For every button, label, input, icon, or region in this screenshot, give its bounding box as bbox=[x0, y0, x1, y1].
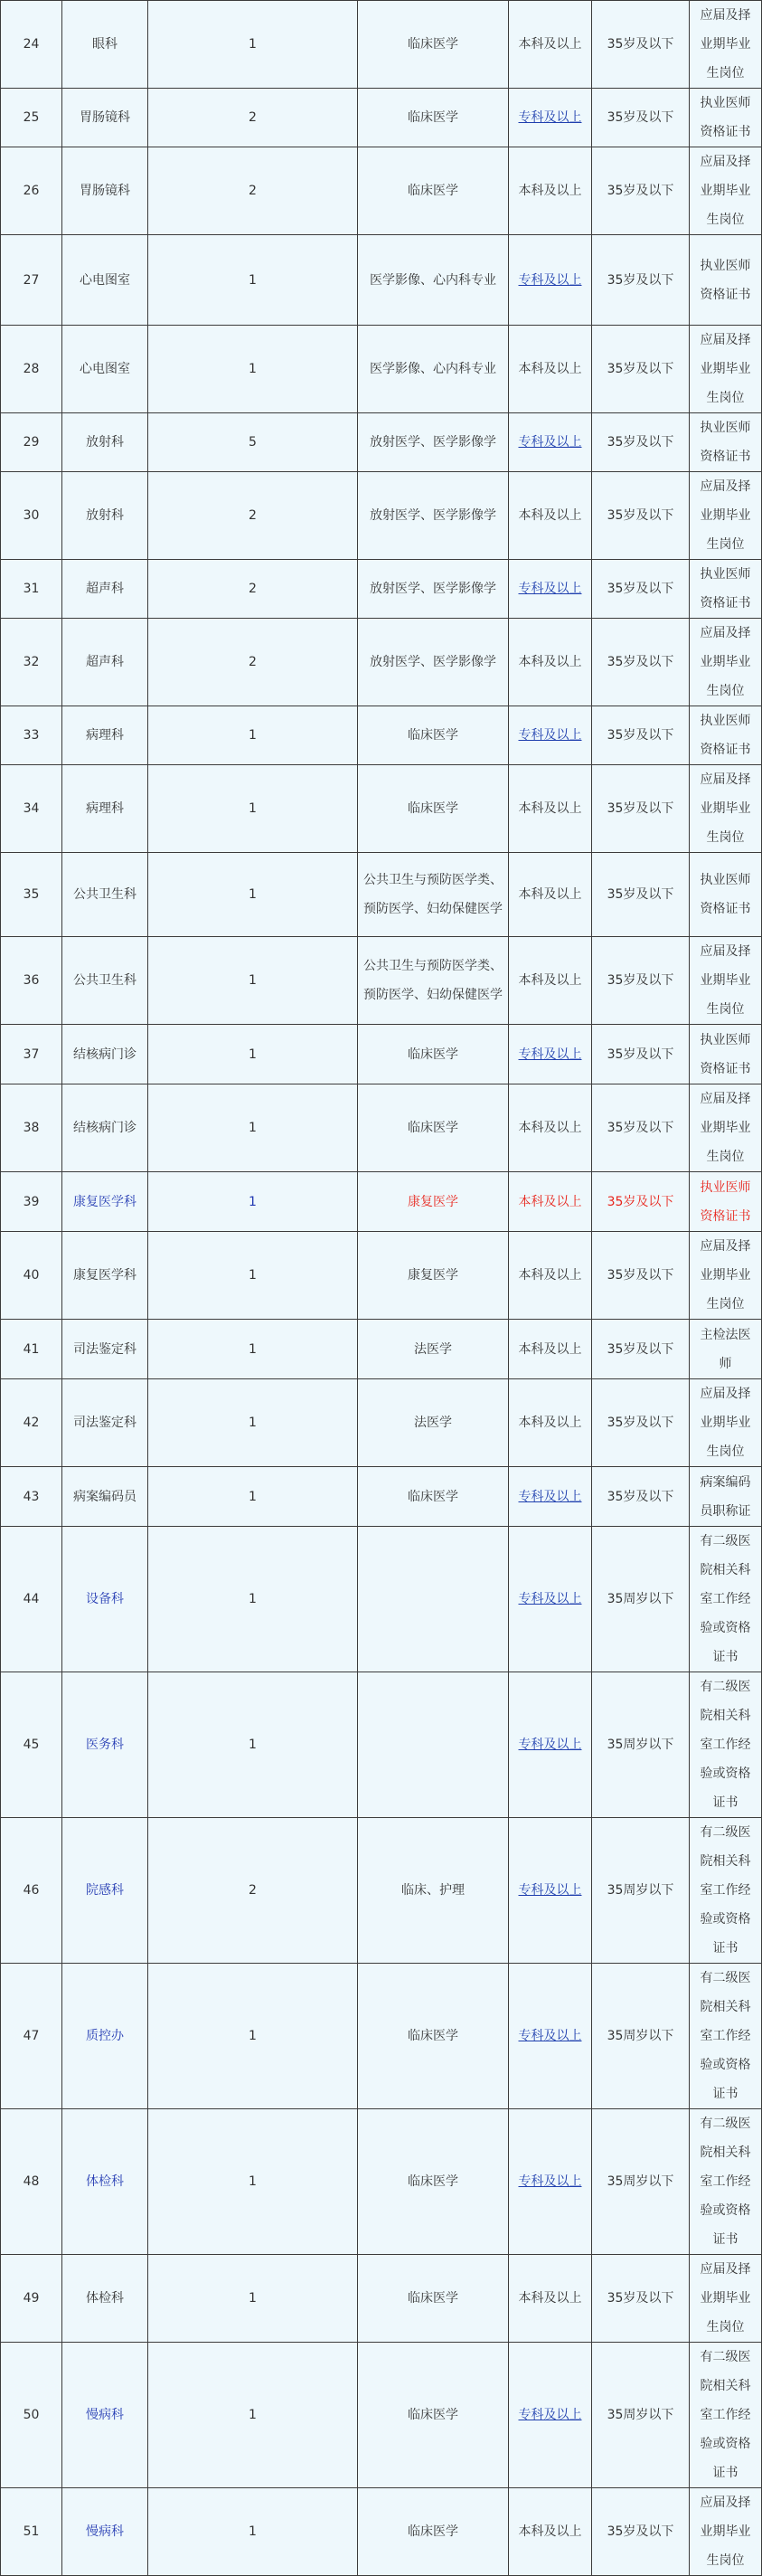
headcount-cell: 1 bbox=[148, 1232, 358, 1320]
age-limit-cell: 35岁及以下 bbox=[592, 619, 690, 706]
major-cell: 放射医学、医学影像学 bbox=[358, 413, 509, 472]
education-cell: 本科及以上 bbox=[509, 937, 592, 1025]
department-cell: 心电图室 bbox=[62, 326, 148, 413]
department-cell: 病案编码员 bbox=[62, 1467, 148, 1527]
row-number-cell: 46 bbox=[1, 1818, 62, 1964]
requirement-cell: 应届及择业期毕业生岗位 bbox=[690, 765, 762, 853]
education-cell: 本科及以上 bbox=[509, 2488, 592, 2576]
age-limit-cell: 35岁及以下 bbox=[592, 326, 690, 413]
major-cell: 放射医学、医学影像学 bbox=[358, 472, 509, 560]
row-number-cell: 51 bbox=[1, 2488, 62, 2576]
headcount-cell: 1 bbox=[148, 1379, 358, 1467]
row-number-cell: 30 bbox=[1, 472, 62, 560]
education-link[interactable]: 专科及以上 bbox=[518, 1738, 582, 1752]
row-number-cell: 37 bbox=[1, 1025, 62, 1084]
row-number-cell: 45 bbox=[1, 1672, 62, 1818]
major-cell: 公共卫生与预防医学类、预防医学、妇幼保健医学 bbox=[358, 853, 509, 937]
education-cell bbox=[509, 1672, 592, 1818]
education-link[interactable]: 专科及以上 bbox=[518, 2029, 582, 2043]
requirement-cell: 应届及择业期毕业生岗位 bbox=[690, 937, 762, 1025]
education-cell bbox=[509, 1527, 592, 1672]
headcount-cell: 1 bbox=[148, 326, 358, 413]
headcount-cell: 1 bbox=[148, 2488, 358, 2576]
department-cell: 质控办 bbox=[62, 1964, 148, 2109]
major-cell bbox=[358, 1672, 509, 1818]
requirement-cell: 应届及择业期毕业生岗位 bbox=[690, 472, 762, 560]
table-row bbox=[1, 765, 762, 853]
row-number-cell: 29 bbox=[1, 413, 62, 472]
row-number-cell: 49 bbox=[1, 2255, 62, 2343]
age-limit-cell: 35岁及以下 bbox=[592, 1232, 690, 1320]
education-cell: 本科及以上 bbox=[509, 1084, 592, 1172]
education-cell: 本科及以上 bbox=[509, 619, 592, 706]
department-cell: 司法鉴定科 bbox=[62, 1320, 148, 1379]
row-number-cell: 43 bbox=[1, 1467, 62, 1527]
age-limit-cell: 35周岁以下 bbox=[592, 1527, 690, 1672]
age-limit-cell: 35岁及以下 bbox=[592, 89, 690, 147]
row-number-cell: 38 bbox=[1, 1084, 62, 1172]
headcount-cell: 1 bbox=[148, 1320, 358, 1379]
requirement-cell: 执业医师资格证书 bbox=[690, 1172, 762, 1232]
education-link[interactable]: 专科及以上 bbox=[518, 728, 582, 743]
age-limit-cell: 35岁及以下 bbox=[592, 2488, 690, 2576]
row-number-cell: 27 bbox=[1, 235, 62, 326]
education-cell bbox=[509, 1025, 592, 1084]
major-cell: 临床医学 bbox=[358, 2255, 509, 2343]
row-number-cell: 50 bbox=[1, 2343, 62, 2488]
headcount-cell: 2 bbox=[148, 89, 358, 147]
table-row bbox=[1, 2343, 762, 2488]
table-row bbox=[1, 1, 762, 89]
department-cell: 胃肠镜科 bbox=[62, 89, 148, 147]
headcount-cell: 2 bbox=[148, 1818, 358, 1964]
department-cell: 体检科 bbox=[62, 2109, 148, 2255]
major-cell: 临床医学 bbox=[358, 147, 509, 235]
row-number-cell: 44 bbox=[1, 1527, 62, 1672]
major-cell: 临床医学 bbox=[358, 89, 509, 147]
major-cell: 临床医学 bbox=[358, 2109, 509, 2255]
education-cell bbox=[509, 235, 592, 326]
department-cell: 康复医学科 bbox=[62, 1232, 148, 1320]
major-cell: 临床医学 bbox=[358, 1084, 509, 1172]
age-limit-cell: 35岁及以下 bbox=[592, 1467, 690, 1527]
row-number-cell: 32 bbox=[1, 619, 62, 706]
row-number-cell: 34 bbox=[1, 765, 62, 853]
department-cell: 公共卫生科 bbox=[62, 853, 148, 937]
requirement-cell: 执业医师资格证书 bbox=[690, 853, 762, 937]
requirement-cell: 应届及择业期毕业生岗位 bbox=[690, 147, 762, 235]
education-cell: 本科及以上 bbox=[509, 147, 592, 235]
headcount-cell: 2 bbox=[148, 472, 358, 560]
department-cell: 医务科 bbox=[62, 1672, 148, 1818]
department-cell: 病理科 bbox=[62, 706, 148, 765]
requirement-cell: 有二级医院相关科室工作经验或资格证书 bbox=[690, 1818, 762, 1964]
education-cell: 本科及以上 bbox=[509, 1172, 592, 1232]
row-number-cell: 31 bbox=[1, 560, 62, 619]
requirement-cell: 执业医师资格证书 bbox=[690, 413, 762, 472]
education-cell bbox=[509, 89, 592, 147]
headcount-cell: 1 bbox=[148, 235, 358, 326]
table-row bbox=[1, 937, 762, 1025]
age-limit-cell: 35周岁以下 bbox=[592, 2343, 690, 2488]
table-row bbox=[1, 1818, 762, 1964]
table-row bbox=[1, 1527, 762, 1672]
table-row bbox=[1, 1379, 762, 1467]
department-cell: 慢病科 bbox=[62, 2343, 148, 2488]
education-link[interactable]: 专科及以上 bbox=[518, 1592, 582, 1606]
education-cell bbox=[509, 1467, 592, 1527]
table-row bbox=[1, 2255, 762, 2343]
row-number-cell: 26 bbox=[1, 147, 62, 235]
age-limit-cell: 35岁及以下 bbox=[592, 1172, 690, 1232]
headcount-cell: 1 bbox=[148, 1467, 358, 1527]
major-cell: 放射医学、医学影像学 bbox=[358, 619, 509, 706]
row-number-cell: 41 bbox=[1, 1320, 62, 1379]
headcount-cell: 1 bbox=[148, 2343, 358, 2488]
education-link[interactable]: 专科及以上 bbox=[518, 1883, 582, 1898]
headcount-cell: 2 bbox=[148, 147, 358, 235]
age-limit-cell: 35岁及以下 bbox=[592, 706, 690, 765]
education-cell: 本科及以上 bbox=[509, 472, 592, 560]
education-cell bbox=[509, 1964, 592, 2109]
table-row bbox=[1, 147, 762, 235]
department-cell: 放射科 bbox=[62, 413, 148, 472]
age-limit-cell: 35周岁以下 bbox=[592, 2109, 690, 2255]
age-limit-cell: 35岁及以下 bbox=[592, 235, 690, 326]
row-number-cell: 36 bbox=[1, 937, 62, 1025]
major-cell: 医学影像、心内科专业 bbox=[358, 235, 509, 326]
department-cell: 康复医学科 bbox=[62, 1172, 148, 1232]
education-link[interactable]: 专科及以上 bbox=[518, 1489, 582, 1504]
table-body bbox=[1, 1, 762, 2576]
education-cell: 本科及以上 bbox=[509, 1320, 592, 1379]
requirement-cell: 有二级医院相关科室工作经验或资格证书 bbox=[690, 1964, 762, 2109]
major-cell: 公共卫生与预防医学类、预防医学、妇幼保健医学 bbox=[358, 937, 509, 1025]
table-row bbox=[1, 235, 762, 326]
department-cell: 结核病门诊 bbox=[62, 1084, 148, 1172]
requirement-cell: 应届及择业期毕业生岗位 bbox=[690, 2255, 762, 2343]
requirement-cell: 主检法医师 bbox=[690, 1320, 762, 1379]
education-cell: 本科及以上 bbox=[509, 765, 592, 853]
requirement-cell: 执业医师资格证书 bbox=[690, 560, 762, 619]
table-row bbox=[1, 413, 762, 472]
education-link[interactable]: 专科及以上 bbox=[518, 2408, 582, 2422]
age-limit-cell: 35岁及以下 bbox=[592, 1084, 690, 1172]
education-cell: 本科及以上 bbox=[509, 2255, 592, 2343]
major-cell: 康复医学 bbox=[358, 1172, 509, 1232]
major-cell: 临床医学 bbox=[358, 2488, 509, 2576]
requirement-cell: 应届及择业期毕业生岗位 bbox=[690, 1084, 762, 1172]
department-cell: 眼科 bbox=[62, 1, 148, 89]
department-cell: 司法鉴定科 bbox=[62, 1379, 148, 1467]
education-cell bbox=[509, 413, 592, 472]
row-number-cell: 47 bbox=[1, 1964, 62, 2109]
headcount-cell: 2 bbox=[148, 560, 358, 619]
major-cell: 临床医学 bbox=[358, 1025, 509, 1084]
department-cell: 病理科 bbox=[62, 765, 148, 853]
row-number-cell: 35 bbox=[1, 853, 62, 937]
headcount-cell: 1 bbox=[148, 1527, 358, 1672]
age-limit-cell: 35岁及以下 bbox=[592, 413, 690, 472]
major-cell: 临床医学 bbox=[358, 2343, 509, 2488]
requirement-cell: 执业医师资格证书 bbox=[690, 89, 762, 147]
department-cell: 超声科 bbox=[62, 619, 148, 706]
table-row bbox=[1, 1025, 762, 1084]
requirement-cell: 有二级医院相关科室工作经验或资格证书 bbox=[690, 1527, 762, 1672]
table-row bbox=[1, 1964, 762, 2109]
requirement-cell: 应届及择业期毕业生岗位 bbox=[690, 619, 762, 706]
department-cell: 胃肠镜科 bbox=[62, 147, 148, 235]
education-cell bbox=[509, 706, 592, 765]
education-cell: 本科及以上 bbox=[509, 326, 592, 413]
headcount-cell: 1 bbox=[148, 1172, 358, 1232]
row-number-cell: 42 bbox=[1, 1379, 62, 1467]
table-row bbox=[1, 1467, 762, 1527]
requirement-cell: 执业医师资格证书 bbox=[690, 235, 762, 326]
table-row bbox=[1, 1672, 762, 1818]
department-cell: 结核病门诊 bbox=[62, 1025, 148, 1084]
table-row bbox=[1, 2109, 762, 2255]
row-number-cell: 48 bbox=[1, 2109, 62, 2255]
age-limit-cell: 35周岁以下 bbox=[592, 1818, 690, 1964]
education-cell bbox=[509, 560, 592, 619]
education-cell: 本科及以上 bbox=[509, 853, 592, 937]
major-cell: 临床医学 bbox=[358, 1964, 509, 2109]
age-limit-cell: 35岁及以下 bbox=[592, 1, 690, 89]
table-row bbox=[1, 89, 762, 147]
education-link[interactable]: 专科及以上 bbox=[518, 2174, 582, 2189]
age-limit-cell: 35岁及以下 bbox=[592, 1025, 690, 1084]
age-limit-cell: 35岁及以下 bbox=[592, 2255, 690, 2343]
headcount-cell: 2 bbox=[148, 619, 358, 706]
requirement-cell: 应届及择业期毕业生岗位 bbox=[690, 2488, 762, 2576]
education-cell: 本科及以上 bbox=[509, 1232, 592, 1320]
requirement-cell: 应届及择业期毕业生岗位 bbox=[690, 1, 762, 89]
headcount-cell: 1 bbox=[148, 853, 358, 937]
major-cell bbox=[358, 1527, 509, 1672]
education-link[interactable]: 专科及以上 bbox=[518, 272, 582, 288]
age-limit-cell: 35岁及以下 bbox=[592, 560, 690, 619]
major-cell: 临床、护理 bbox=[358, 1818, 509, 1964]
age-limit-cell: 35岁及以下 bbox=[592, 937, 690, 1025]
requirement-cell: 有二级医院相关科室工作经验或资格证书 bbox=[690, 2343, 762, 2488]
headcount-cell: 1 bbox=[148, 765, 358, 853]
headcount-cell: 1 bbox=[148, 1, 358, 89]
row-number-cell: 25 bbox=[1, 89, 62, 147]
table-row bbox=[1, 326, 762, 413]
table-row bbox=[1, 1232, 762, 1320]
education-cell bbox=[509, 1818, 592, 1964]
department-cell: 放射科 bbox=[62, 472, 148, 560]
table-row bbox=[1, 2488, 762, 2576]
age-limit-cell: 35岁及以下 bbox=[592, 1320, 690, 1379]
row-number-cell: 28 bbox=[1, 326, 62, 413]
department-cell: 公共卫生科 bbox=[62, 937, 148, 1025]
age-limit-cell: 35岁及以下 bbox=[592, 765, 690, 853]
headcount-cell: 1 bbox=[148, 1025, 358, 1084]
headcount-cell: 5 bbox=[148, 413, 358, 472]
table-row bbox=[1, 1172, 762, 1232]
department-cell: 院感科 bbox=[62, 1818, 148, 1964]
age-limit-cell: 35岁及以下 bbox=[592, 853, 690, 937]
headcount-cell: 1 bbox=[148, 2109, 358, 2255]
requirement-cell: 应届及择业期毕业生岗位 bbox=[690, 326, 762, 413]
major-cell: 放射医学、医学影像学 bbox=[358, 560, 509, 619]
major-cell: 临床医学 bbox=[358, 765, 509, 853]
table-row bbox=[1, 706, 762, 765]
requirement-cell: 有二级医院相关科室工作经验或资格证书 bbox=[690, 1672, 762, 1818]
education-cell bbox=[509, 2109, 592, 2255]
education-link[interactable]: 专科及以上 bbox=[518, 1046, 582, 1062]
row-number-cell: 24 bbox=[1, 1, 62, 89]
major-cell: 临床医学 bbox=[358, 1467, 509, 1527]
headcount-cell: 1 bbox=[148, 1672, 358, 1818]
education-cell: 本科及以上 bbox=[509, 1, 592, 89]
headcount-cell: 1 bbox=[148, 2255, 358, 2343]
age-limit-cell: 35岁及以下 bbox=[592, 147, 690, 235]
requirement-cell: 执业医师资格证书 bbox=[690, 1025, 762, 1084]
requirement-cell: 有二级医院相关科室工作经验或资格证书 bbox=[690, 2109, 762, 2255]
department-cell: 设备科 bbox=[62, 1527, 148, 1672]
row-number-cell: 39 bbox=[1, 1172, 62, 1232]
table-row bbox=[1, 853, 762, 937]
table-row bbox=[1, 619, 762, 706]
major-cell: 临床医学 bbox=[358, 1, 509, 89]
major-cell: 医学影像、心内科专业 bbox=[358, 326, 509, 413]
table-row bbox=[1, 1084, 762, 1172]
major-cell: 康复医学 bbox=[358, 1232, 509, 1320]
major-cell: 法医学 bbox=[358, 1320, 509, 1379]
education-link[interactable]: 专科及以上 bbox=[518, 582, 582, 596]
table-row bbox=[1, 472, 762, 560]
headcount-cell: 1 bbox=[148, 1964, 358, 2109]
requirement-cell: 病案编码员职称证 bbox=[690, 1467, 762, 1527]
education-cell: 本科及以上 bbox=[509, 1379, 592, 1467]
row-number-cell: 33 bbox=[1, 706, 62, 765]
age-limit-cell: 35周岁以下 bbox=[592, 1964, 690, 2109]
headcount-cell: 1 bbox=[148, 706, 358, 765]
age-limit-cell: 35岁及以下 bbox=[592, 472, 690, 560]
education-link[interactable]: 专科及以上 bbox=[518, 435, 582, 450]
age-limit-cell: 35周岁以下 bbox=[592, 1672, 690, 1818]
headcount-cell: 1 bbox=[148, 937, 358, 1025]
age-limit-cell: 35岁及以下 bbox=[592, 1379, 690, 1467]
table-row bbox=[1, 1320, 762, 1379]
education-cell bbox=[509, 2343, 592, 2488]
headcount-cell: 1 bbox=[148, 1084, 358, 1172]
department-cell: 心电图室 bbox=[62, 235, 148, 326]
row-number-cell: 40 bbox=[1, 1232, 62, 1320]
major-cell: 法医学 bbox=[358, 1379, 509, 1467]
requirement-cell: 应届及择业期毕业生岗位 bbox=[690, 1232, 762, 1320]
department-cell: 超声科 bbox=[62, 560, 148, 619]
major-cell: 临床医学 bbox=[358, 706, 509, 765]
requirement-cell: 应届及择业期毕业生岗位 bbox=[690, 1379, 762, 1467]
requirement-cell: 执业医师资格证书 bbox=[690, 706, 762, 765]
education-link[interactable]: 专科及以上 bbox=[518, 110, 582, 125]
department-cell: 体检科 bbox=[62, 2255, 148, 2343]
table-row bbox=[1, 560, 762, 619]
department-cell: 慢病科 bbox=[62, 2488, 148, 2576]
